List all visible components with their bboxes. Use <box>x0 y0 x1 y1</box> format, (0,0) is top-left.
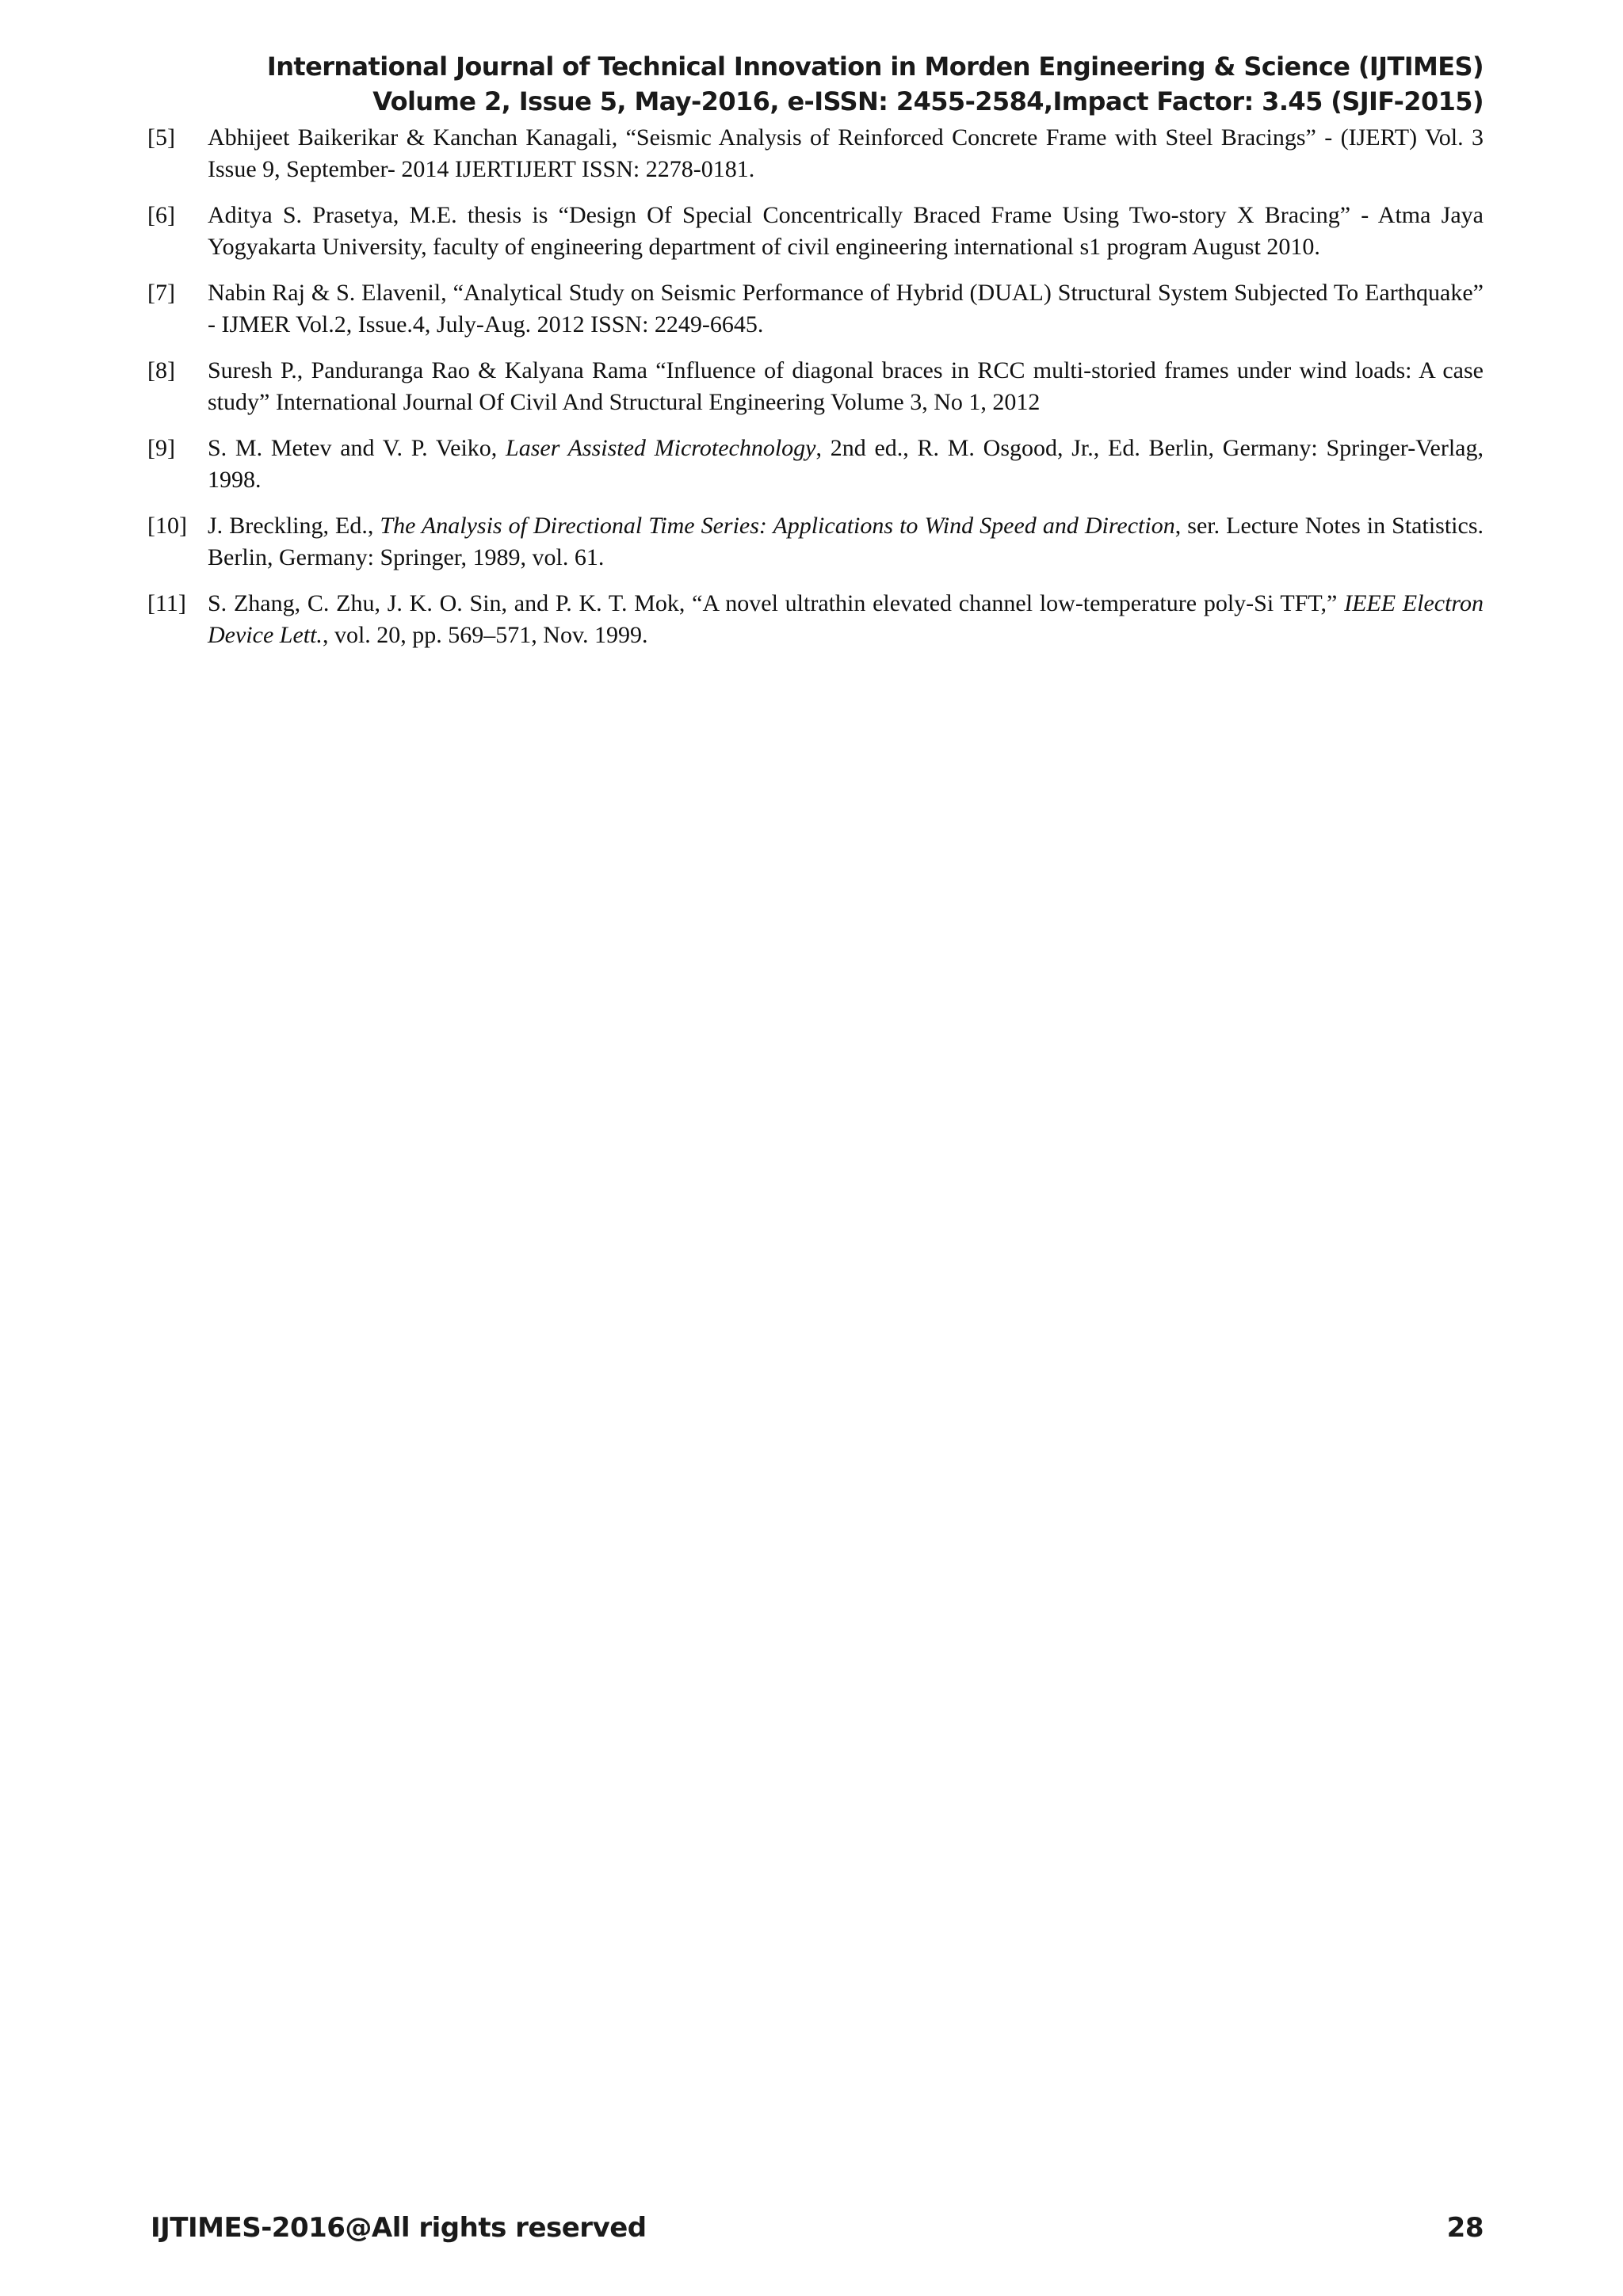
copyright-notice: IJTIMES-2016@All rights reserved <box>151 2212 647 2244</box>
reference-text <box>208 200 1484 263</box>
reference-segment: , 2nd ed., R. M. Osgood, Jr., Ed. Berlin, Germany: Springer-Verlag, 1998. <box>208 435 1484 493</box>
journal-header <box>151 49 1484 119</box>
reference-number: [7] <box>147 280 175 306</box>
reference-item <box>147 588 1484 651</box>
reference-number: [9] <box>147 435 175 461</box>
reference-segment: S. M. Metev and V. P. Veiko, <box>208 435 506 461</box>
reference-text <box>208 355 1484 418</box>
reference-item <box>147 510 1484 574</box>
reference-number: [5] <box>147 124 175 151</box>
reference-italic-title: Laser Assisted Microtechnology <box>506 435 816 461</box>
reference-segment: J. Breckling, Ed., <box>208 513 380 539</box>
reference-item <box>147 200 1484 263</box>
reference-item <box>147 355 1484 418</box>
journal-issue-info: Volume 2, Issue 5, May-2016, e-ISSN: 2455-2584,Impact Factor: 3.45 (SJIF-2015) <box>372 86 1484 116</box>
reference-text <box>208 588 1484 651</box>
reference-list <box>147 122 1484 666</box>
reference-segment: S. Zhang, C. Zhu, J. K. O. Sin, and P. K. T. Mok, “A novel ultrathin elevated channel low-temperature poly-Si TFT,” <box>208 590 1345 616</box>
reference-item <box>147 277 1484 341</box>
reference-number: [6] <box>147 202 175 228</box>
reference-number: [8] <box>147 357 175 383</box>
reference-italic-title: The Analysis of Directional Time Series: Applications to Wind Speed and Direction <box>380 513 1175 539</box>
reference-italic-title: IEEE Electron Device Lett. <box>208 590 1484 648</box>
reference-segment: Aditya S. Prasetya, M.E. thesis is “Design Of Special Concentrically Braced Frame Using Two-story X Bracing” - Atma Jaya Yogyakarta University, faculty of engineering department of civil engineering international s1 program August 2010. <box>208 202 1484 260</box>
reference-item <box>147 122 1484 185</box>
reference-segment: Nabin Raj & S. Elavenil, “Analytical Study on Seismic Performance of Hybrid (DUAL) Structural System Subjected To Earthquake” - IJMER Vol.2, Issue.4, July-Aug. 2012 ISSN: 2249-6645. <box>208 280 1484 338</box>
reference-segment: , ser. Lecture Notes in Statistics. Berlin, Germany: Springer, 1989, vol. 61. <box>208 513 1484 570</box>
reference-text <box>208 510 1484 574</box>
reference-text <box>208 433 1484 496</box>
page-footer <box>151 2212 1484 2244</box>
reference-segment: Abhijeet Baikerikar & Kanchan Kanagali, “Seismic Analysis of Reinforced Concrete Frame with Steel Bracings” - (IJERT) Vol. 3 Issue 9, September- 2014 IJERTIJERT ISSN: 2278-0181. <box>208 124 1484 182</box>
reference-segment: Suresh P., Panduranga Rao & Kalyana Rama “Influence of diagonal braces in RCC multi-storied frames under wind loads: A case study” International Journal Of Civil And Structural Engineering Volume 3, No 1, 2012 <box>208 357 1484 415</box>
reference-text <box>208 122 1484 185</box>
reference-number: [10] <box>147 513 187 539</box>
journal-title: International Journal of Technical Innovation in Morden Engineering & Science (IJTIMES) <box>266 51 1484 82</box>
page-number: 28 <box>1446 2212 1484 2244</box>
reference-number: [11] <box>147 590 186 616</box>
reference-text <box>208 277 1484 341</box>
reference-item <box>147 433 1484 496</box>
reference-segment: , vol. 20, pp. 569–571, Nov. 1999. <box>322 622 648 648</box>
